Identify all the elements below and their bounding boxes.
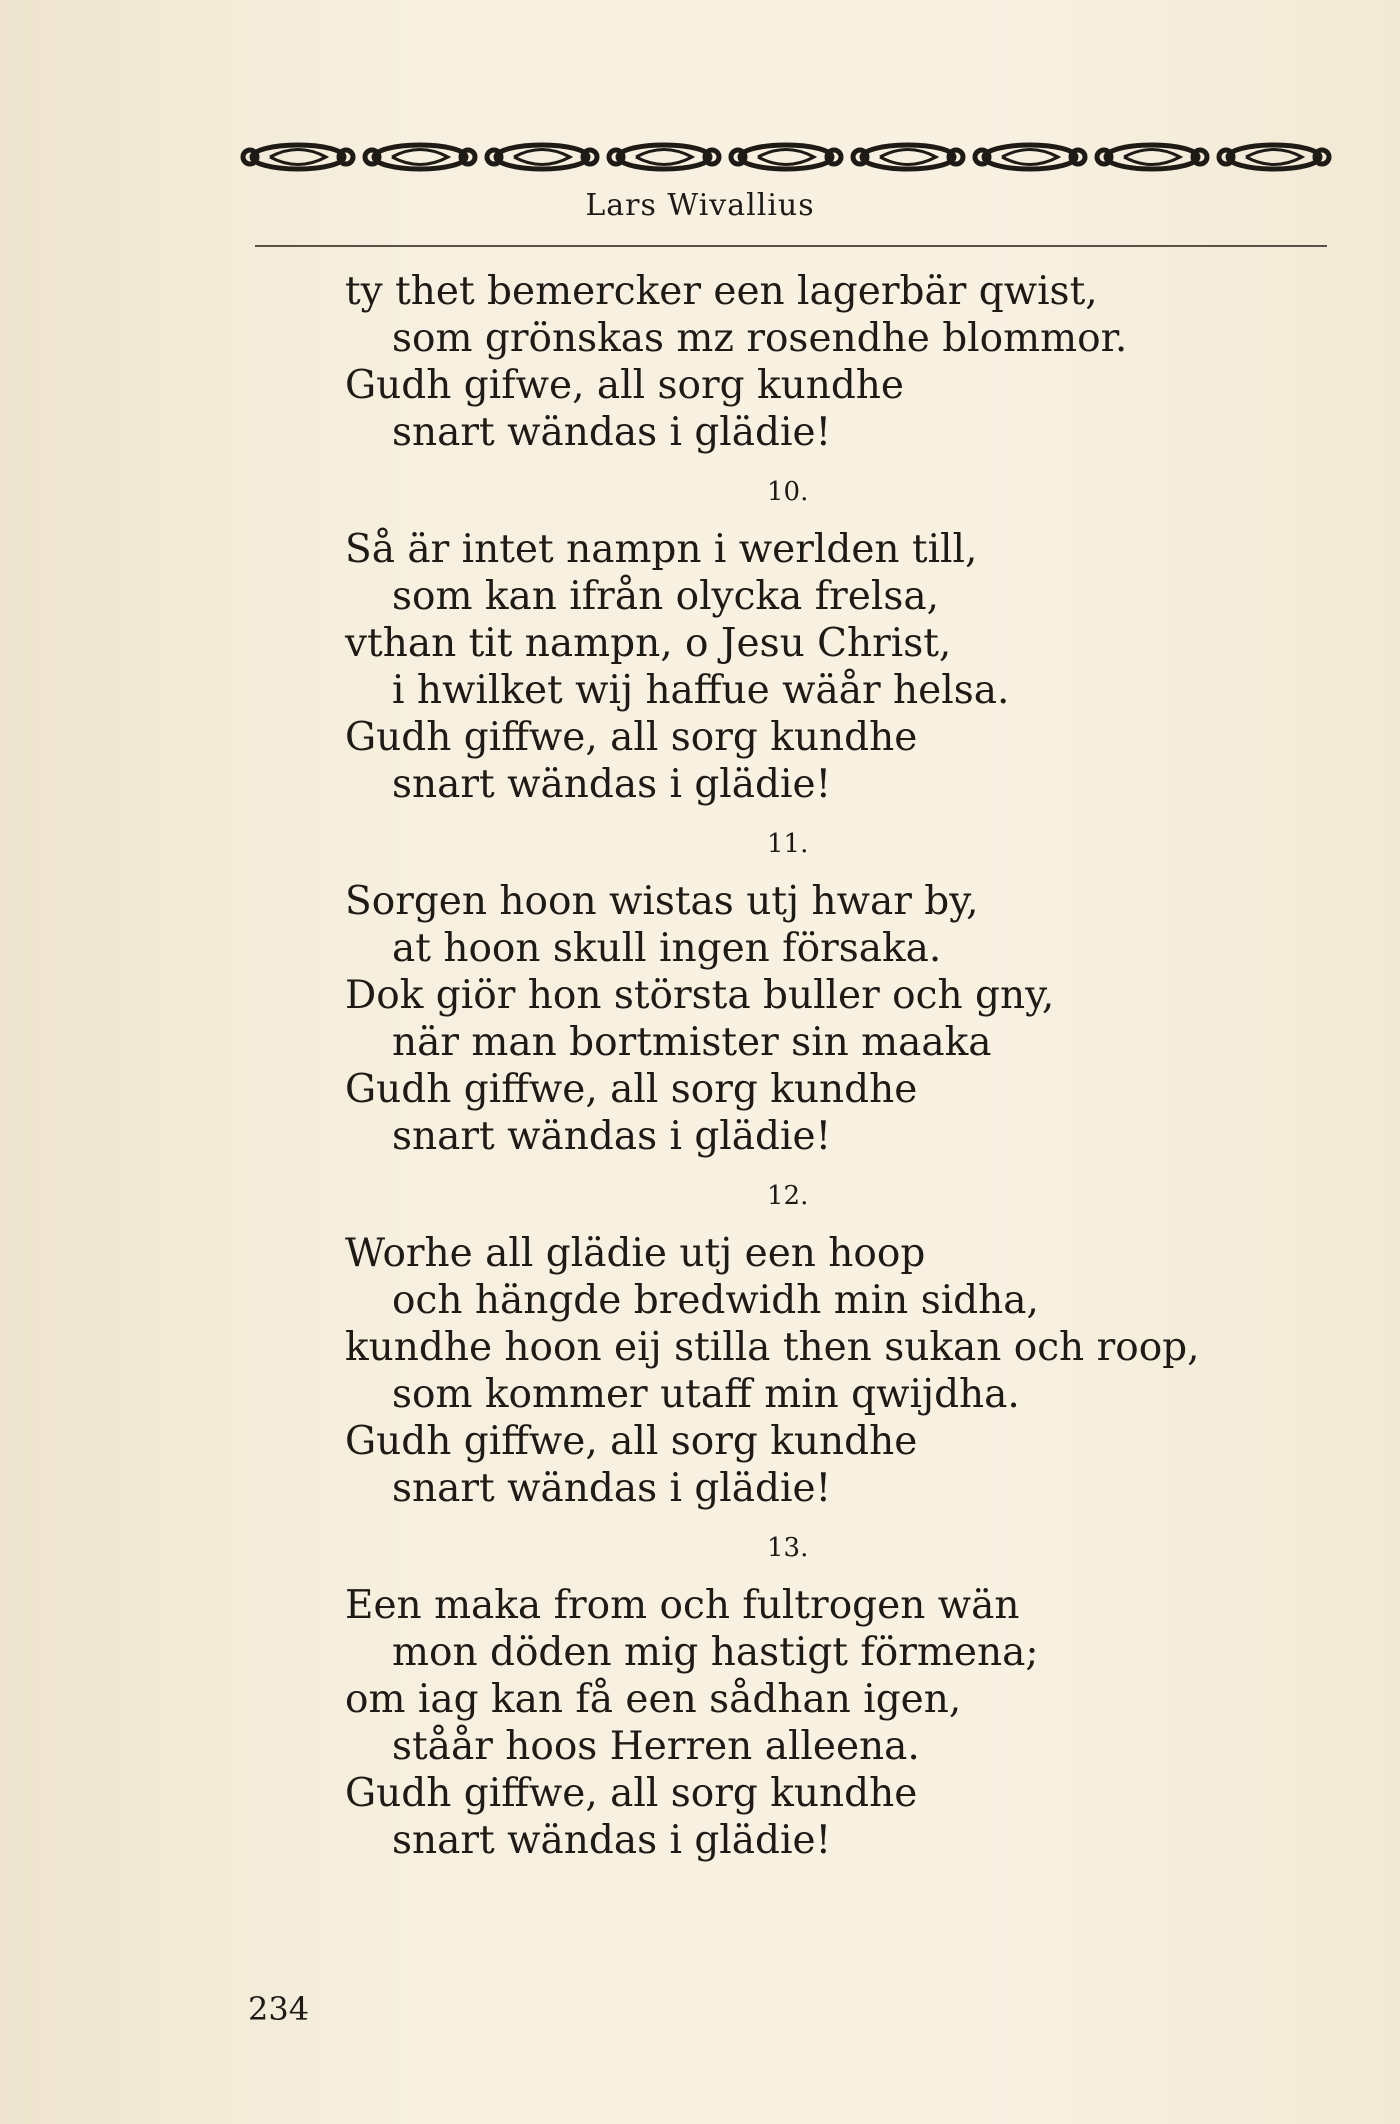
stanza-number: 10. [767,477,809,507]
verse-line: Gudh giffwe, all sorg kundhe [345,1067,918,1112]
page-number: 234 [248,1990,310,2028]
stanza [345,268,1345,456]
decorative-chain-border [240,138,1340,176]
verse-line: som kommer utaff min qwijdha. [392,1372,1020,1417]
header-rule [255,245,1327,247]
verse-line: ty thet bemercker een lagerbär qwist, [345,269,1098,314]
stanza [345,464,1345,808]
stanza-number: 13. [767,1533,809,1563]
verse-line: Så är intet nampn i werlden till, [345,527,978,572]
verse-line: och hängde bredwidh min sidha, [392,1278,1039,1323]
stanza-number: 11. [767,829,809,859]
verse-line: Gudh giffwe, all sorg kundhe [345,715,918,760]
verse-line: om iag kan få een sådhan igen, [345,1677,962,1722]
running-title: Lars Wivallius [585,188,815,223]
verse-line: när man bortmister sin maaka [392,1020,992,1065]
verse-line: som kan ifrån olycka frelsa, [392,574,939,619]
verse-line: kundhe hoon eij stilla then sukan och roop, [345,1325,1200,1370]
verse-line: mon döden mig hastigt förmena; [392,1630,1039,1675]
verse-line: Gudh giffwe, all sorg kundhe [345,1771,918,1816]
verse-line: at hoon skull ingen försaka. [392,926,942,971]
verse-line: Gudh giffwe, all sorg kundhe [345,1419,918,1464]
stanza-number: 12. [767,1181,809,1211]
verse-line: i hwilket wij haffue wäår helsa. [392,668,1010,713]
verse-line: snart wändas i glädie! [392,1818,832,1863]
verse-line: ståår hoos Herren alleena. [392,1724,920,1769]
stanza [345,816,1345,1160]
verse-line: Worhe all glädie utj een hoop [345,1231,926,1276]
verse-line: vthan tit nampn, o Jesu Christ, [345,621,952,666]
verse-line: Een maka from och fultrogen wän [345,1583,1020,1628]
poem-text [345,268,1345,1864]
verse-line: snart wändas i glädie! [392,410,832,455]
verse-line: snart wändas i glädie! [392,1114,832,1159]
verse-line: Sorgen hoon wistas utj hwar by, [345,879,979,924]
verse-line: Gudh gifwe, all sorg kundhe [345,363,905,408]
verse-line: som grönskas mz rosendhe blommor. [392,316,1128,361]
verse-line: snart wändas i glädie! [392,762,832,807]
stanza [345,1520,1345,1864]
stanza [345,1168,1345,1512]
verse-line: Dok giör hon största buller och gny, [345,973,1055,1018]
verse-line: snart wändas i glädie! [392,1466,832,1511]
